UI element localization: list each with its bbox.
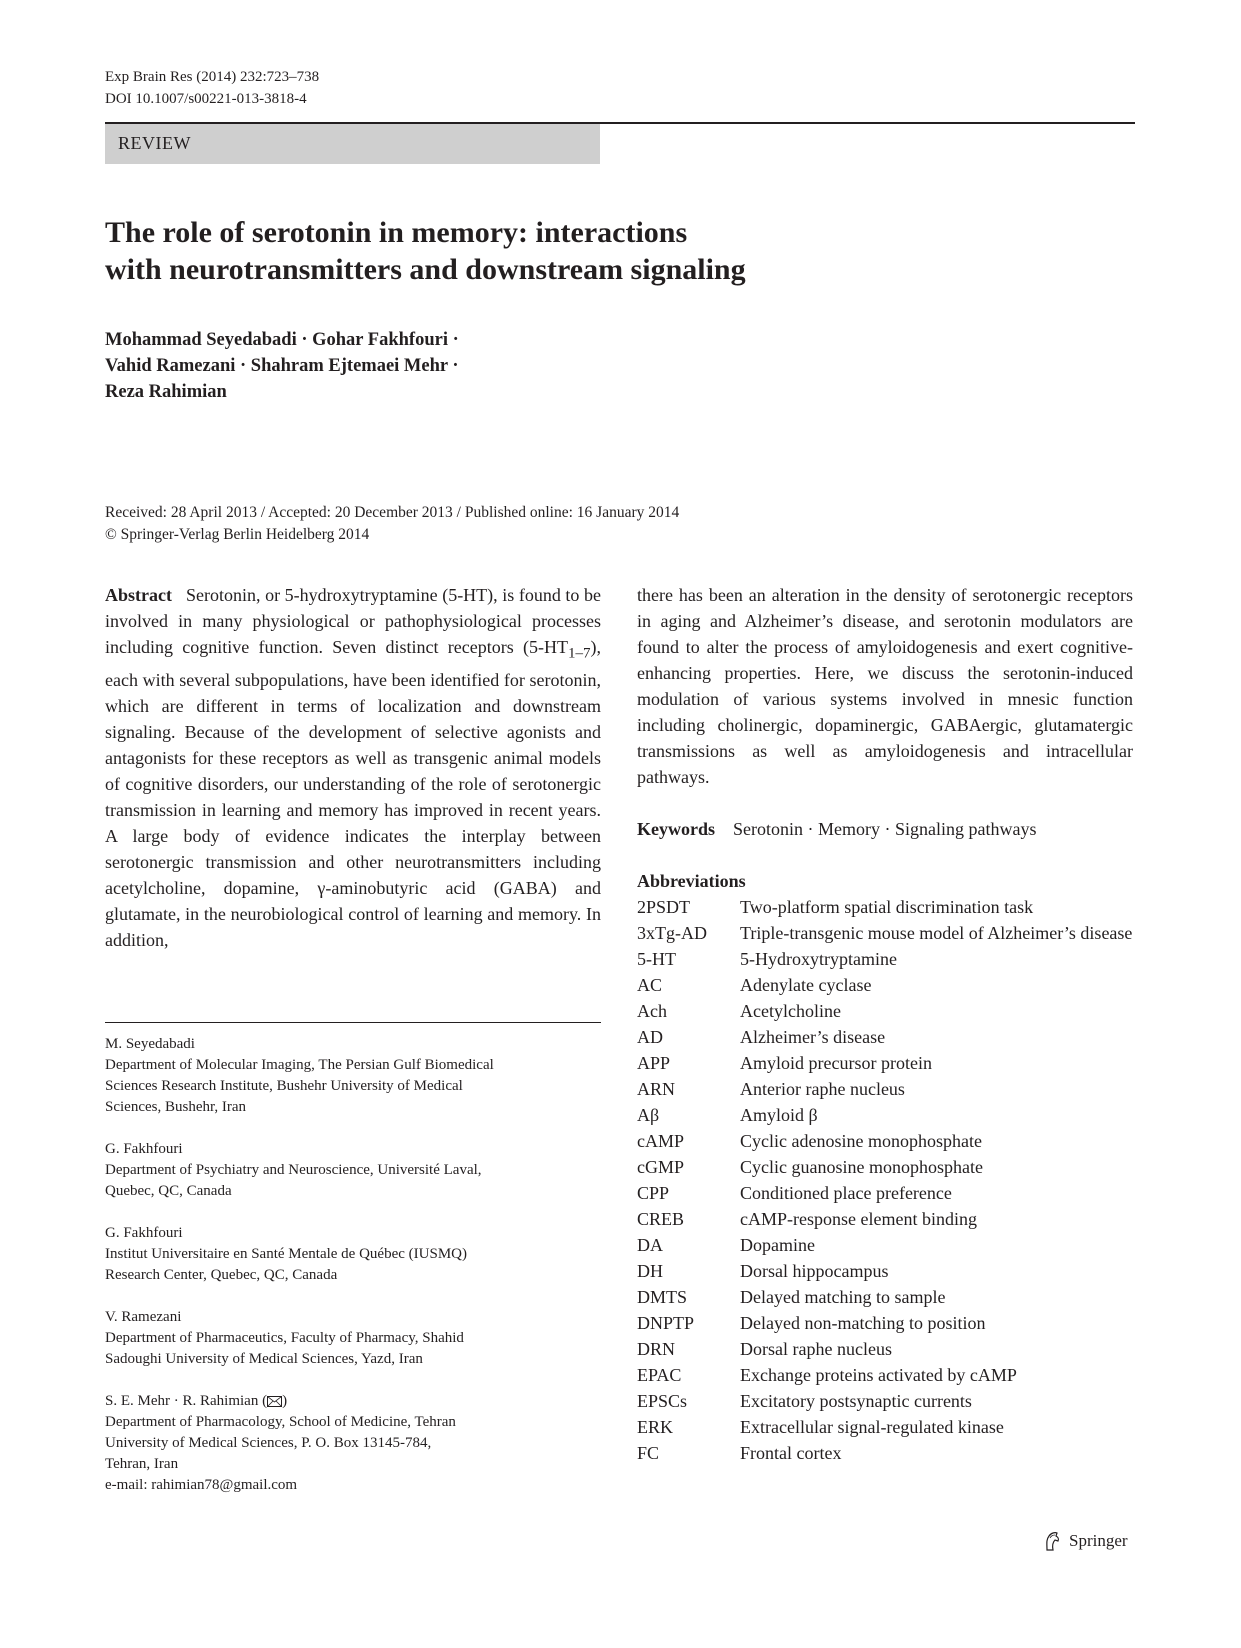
journal-header bbox=[105, 66, 319, 110]
abbreviation-meaning: Triple-transgenic mouse model of Alzheimer’s disease bbox=[740, 923, 1133, 943]
abbreviation-row bbox=[637, 946, 1137, 972]
abbreviation-term: cAMP bbox=[637, 1131, 685, 1151]
section-label: REVIEW bbox=[118, 133, 191, 153]
abbreviation-term: Ach bbox=[637, 1001, 667, 1021]
affiliation-block bbox=[105, 1223, 601, 1286]
abbreviation-term: cGMP bbox=[637, 1157, 685, 1177]
keywords-text: Serotonin · Memory · Signaling pathways bbox=[733, 819, 1037, 839]
abstract bbox=[105, 582, 601, 953]
abbreviation-term: 2PSDT bbox=[637, 897, 691, 917]
abbreviation-meaning: Exchange proteins activated by cAMP bbox=[740, 1365, 1017, 1385]
abbreviation-row bbox=[637, 1414, 1137, 1440]
affiliation-author-name: G. Fakhfouri bbox=[105, 1141, 183, 1157]
affiliation-author bbox=[105, 1223, 601, 1244]
abbreviation-row bbox=[637, 1440, 1137, 1466]
abbreviation-row bbox=[637, 1258, 1137, 1284]
abbreviation-row bbox=[637, 1284, 1137, 1310]
abbreviation-row bbox=[637, 1388, 1137, 1414]
abbreviation-term: DH bbox=[637, 1261, 663, 1281]
affiliation-author-name: S. E. Mehr · R. Rahimian bbox=[105, 1393, 259, 1409]
affiliation-line: Department of Pharmacology, School of Medicine, Tehran bbox=[105, 1414, 456, 1430]
affiliation-line: e-mail: rahimian78@gmail.com bbox=[105, 1477, 298, 1493]
abbreviation-term: 3xTg-AD bbox=[637, 923, 707, 943]
article-title bbox=[105, 214, 1005, 288]
affiliation-line: Department of Molecular Imaging, The Persian Gulf Biomedical bbox=[105, 1057, 494, 1073]
abbreviation-row bbox=[637, 1050, 1137, 1076]
abbreviation-term: ERK bbox=[637, 1417, 673, 1437]
abbreviation-term: APP bbox=[637, 1053, 671, 1073]
affiliation-line: Institut Universitaire en Santé Mentale de Québec (IUSMQ) bbox=[105, 1246, 467, 1262]
abbreviation-meaning: Conditioned place preference bbox=[740, 1183, 952, 1203]
affiliation-block bbox=[105, 1034, 601, 1118]
abbreviation-row bbox=[637, 1128, 1137, 1154]
abstract-heading: Abstract bbox=[105, 585, 172, 605]
abbreviation-term: ARN bbox=[637, 1079, 676, 1099]
footnote-rule bbox=[105, 1022, 601, 1023]
copyright: © Springer-Verlag Berlin Heidelberg 2014 bbox=[105, 526, 370, 543]
abbreviation-meaning: Acetylcholine bbox=[740, 1001, 841, 1021]
abbreviation-row bbox=[637, 894, 1137, 920]
abbreviation-meaning: Excitatory postsynaptic currents bbox=[740, 1391, 972, 1411]
abbreviation-meaning: Dorsal raphe nucleus bbox=[740, 1339, 892, 1359]
abbreviation-term: CPP bbox=[637, 1183, 670, 1203]
keywords-heading: Keywords bbox=[637, 819, 715, 839]
abstract-text-part2: ), each with several subpopulations, have been identified for serotonin, which are different in terms of localization and downstream signaling. Because of the development of selective agonists and antagonists for these receptors as well as transgenic animal models of cognitive disorders, our understanding of the role of serotonergic transmission in learning and memory has improved in recent years. A large body of evidence indicates the interplay between serotonergic transmission and other neurotransmitters including acetylcholine, dopamine, γ-aminobutyric acid (GABA) and glutamate, in the neurobiological control of learning and memory. In addition, bbox=[105, 637, 601, 950]
abbreviation-term: DMTS bbox=[637, 1287, 688, 1307]
publisher-name: Springer bbox=[1069, 1531, 1128, 1550]
abbreviation-meaning: Frontal cortex bbox=[740, 1443, 842, 1463]
abbreviation-meaning: Extracellular signal-regulated kinase bbox=[740, 1417, 1004, 1437]
abbreviation-row bbox=[637, 1206, 1137, 1232]
abbreviation-row bbox=[637, 1180, 1137, 1206]
abbreviation-term: 5-HT bbox=[637, 949, 676, 969]
abbreviation-row bbox=[637, 1310, 1137, 1336]
affiliation-line: Department of Psychiatry and Neuroscience, Université Laval, bbox=[105, 1162, 482, 1178]
abbreviation-row bbox=[637, 1362, 1137, 1388]
affiliation-block bbox=[105, 1307, 601, 1370]
abbreviations-heading: Abbreviations bbox=[637, 871, 746, 891]
affiliation-author bbox=[105, 1139, 601, 1160]
abbreviation-meaning: Delayed matching to sample bbox=[740, 1287, 946, 1307]
affiliation-line: Sciences, Bushehr, Iran bbox=[105, 1099, 247, 1115]
affiliation-line: Quebec, QC, Canada bbox=[105, 1183, 232, 1199]
abbreviation-term: DA bbox=[637, 1235, 663, 1255]
authors-line-2: Vahid Ramezani · Shahram Ejtemaei Mehr · bbox=[105, 356, 459, 376]
authors-line-1: Mohammad Seyedabadi · Gohar Fakhfouri · bbox=[105, 330, 459, 350]
abbreviation-term: AC bbox=[637, 975, 663, 995]
abbreviation-row bbox=[637, 1102, 1137, 1128]
envelope-icon bbox=[267, 1396, 282, 1407]
abbreviation-term: AD bbox=[637, 1027, 663, 1047]
doi: DOI 10.1007/s00221-013-3818-4 bbox=[105, 91, 307, 107]
affiliation-line: University of Medical Sciences, P. O. Box 13145-784, bbox=[105, 1435, 432, 1451]
abbreviation-row bbox=[637, 1232, 1137, 1258]
abbreviation-row bbox=[637, 1154, 1137, 1180]
abbreviation-row bbox=[637, 972, 1137, 998]
springer-horse-icon bbox=[1043, 1530, 1063, 1552]
abbreviation-term: DNPTP bbox=[637, 1313, 695, 1333]
abbreviation-row bbox=[637, 1024, 1137, 1050]
abbreviation-meaning: Adenylate cyclase bbox=[740, 975, 872, 995]
abbreviation-meaning: Alzheimer’s disease bbox=[740, 1027, 886, 1047]
title-line-2: with neurotransmitters and downstream signaling bbox=[105, 253, 746, 286]
abbreviation-row bbox=[637, 1336, 1137, 1362]
abbreviation-term: CREB bbox=[637, 1209, 685, 1229]
abbreviation-meaning: Anterior raphe nucleus bbox=[740, 1079, 905, 1099]
affiliation-author: S. E. Mehr · R. Rahimian ( ) bbox=[105, 1393, 288, 1409]
abbreviation-term: EPSCs bbox=[637, 1391, 688, 1411]
abbreviation-meaning: Amyloid precursor protein bbox=[740, 1053, 932, 1073]
affiliation-line: Sciences Research Institute, Bushehr University of Medical bbox=[105, 1078, 463, 1094]
keywords bbox=[637, 816, 1036, 842]
received-accepted-published: Received: 28 April 2013 / Accepted: 20 December 2013 / Published online: 16 January 2014 bbox=[105, 504, 680, 521]
affiliation-line: Sadoughi University of Medical Sciences, Yazd, Iran bbox=[105, 1351, 423, 1367]
affiliation-author-name: M. Seyedabadi bbox=[105, 1036, 195, 1052]
abbreviation-meaning: 5-Hydroxytryptamine bbox=[740, 949, 897, 969]
affiliation-block bbox=[105, 1391, 601, 1496]
affiliation-line: Tehran, Iran bbox=[105, 1456, 179, 1472]
abbreviation-row bbox=[637, 998, 1137, 1024]
abbreviation-meaning: cAMP-response element binding bbox=[740, 1209, 977, 1229]
abbreviation-meaning: Delayed non-matching to position bbox=[740, 1313, 986, 1333]
abbreviation-meaning: Dopamine bbox=[740, 1235, 815, 1255]
abbreviation-meaning: Amyloid β bbox=[740, 1105, 818, 1125]
abstract-continuation: there has been an alteration in the density of serotonergic receptors in aging and Alzheimer’s disease, and serotonin modulators are found to alter the process of amyloidogenesis and exert cognitive-enhancing properties. Here, we discuss the serotonin-induced modulation of various systems involved in mnesic function including cholinergic, dopaminergic, GABAergic, glutamatergic transmissions as well as amyloidogenesis and intracellular pathways. bbox=[637, 585, 1133, 787]
abbreviation-meaning: Dorsal hippocampus bbox=[740, 1261, 889, 1281]
abbreviation-row bbox=[637, 920, 1137, 946]
title-line-1: The role of serotonin in memory: interactions bbox=[105, 216, 688, 249]
abbreviation-term: FC bbox=[637, 1443, 660, 1463]
abbreviation-meaning: Two-platform spatial discrimination task bbox=[740, 897, 1034, 917]
affiliation-block bbox=[105, 1139, 601, 1202]
abbreviation-row bbox=[637, 1076, 1137, 1102]
affiliation-author-name: V. Ramezani bbox=[105, 1309, 182, 1325]
abbreviation-term: DRN bbox=[637, 1339, 676, 1359]
abbreviation-term: Aβ bbox=[637, 1105, 660, 1125]
affiliation-author bbox=[105, 1034, 601, 1055]
author-list bbox=[105, 327, 459, 405]
affiliation-author-name: G. Fakhfouri bbox=[105, 1225, 183, 1241]
affiliation-line: Department of Pharmaceutics, Faculty of Pharmacy, Shahid bbox=[105, 1330, 464, 1346]
affiliation-line: Research Center, Quebec, QC, Canada bbox=[105, 1267, 338, 1283]
journal-citation: Exp Brain Res (2014) 232:723–738 bbox=[105, 69, 320, 85]
authors-line-3: Reza Rahimian bbox=[105, 382, 227, 402]
publication-dates bbox=[105, 502, 679, 546]
affiliations bbox=[105, 1034, 601, 1517]
abbreviation-meaning: Cyclic adenosine monophosphate bbox=[740, 1131, 982, 1151]
publisher-logo bbox=[1043, 1530, 1128, 1552]
abbreviations-list bbox=[637, 894, 1137, 1466]
affiliation-author bbox=[105, 1307, 601, 1328]
abstract-text-part1: Serotonin, or 5-hydroxytryptamine (5-HT), is found to be involved in many physiological or pathophysiological processes including cognitive function. Seven distinct receptors (5-HT bbox=[105, 585, 601, 657]
abstract-subscript: 1–7 bbox=[568, 645, 591, 662]
abbreviation-meaning: Cyclic guanosine monophosphate bbox=[740, 1157, 983, 1177]
abbreviation-term: EPAC bbox=[637, 1365, 682, 1385]
